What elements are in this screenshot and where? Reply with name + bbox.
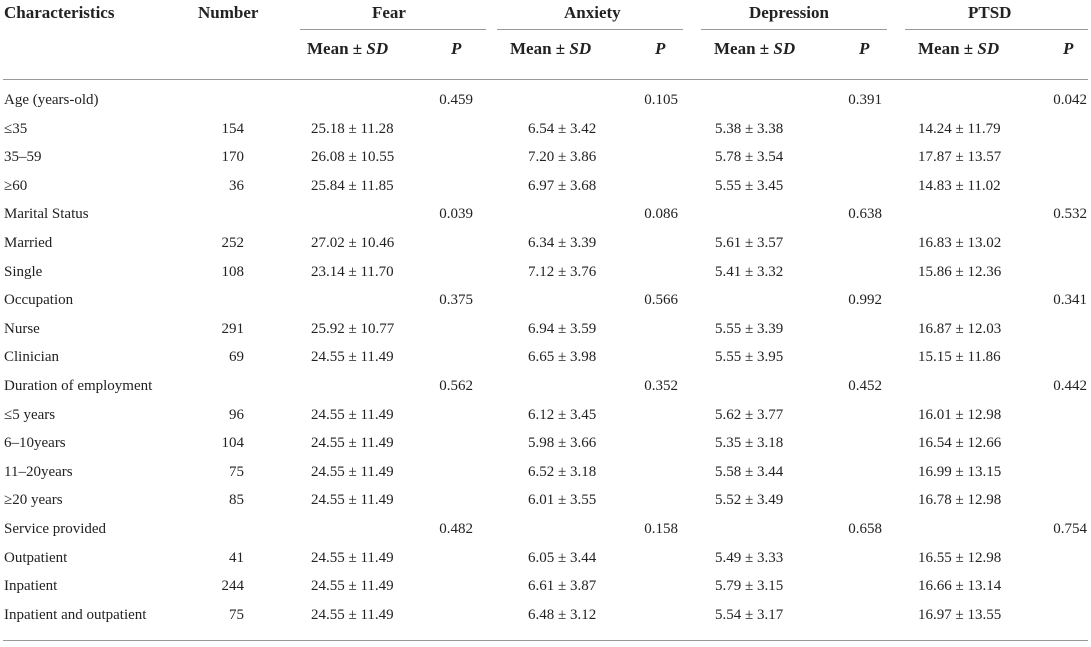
cell-label: Service provided — [4, 521, 107, 537]
cell-label: Age (years-old) — [4, 92, 99, 108]
cell-label: Marital Status — [4, 206, 89, 223]
cell-anx: 6.34 ± 3.39 — [528, 235, 597, 251]
cell-fear: 25.92 ± 10.77 — [311, 320, 395, 337]
cell-fear: 24.55 ± 11.49 — [311, 349, 394, 366]
header-number: Number — [198, 3, 259, 22]
cell-label: 11–20years — [4, 463, 73, 480]
cell-fear: 24.55 ± 11.49 — [311, 463, 394, 480]
cell-anx: 5.98 ± 3.66 — [528, 435, 597, 452]
cell-dep: 5.78 ± 3.54 — [715, 149, 784, 166]
cell-label: Inpatient — [4, 578, 58, 595]
cell-dep: 5.55 ± 3.45 — [715, 177, 784, 194]
mean-label: Mean ± — [714, 39, 774, 58]
mean-label: Mean ± — [510, 39, 570, 58]
cell-fear: 25.18 ± 11.28 — [311, 120, 394, 137]
cell-label: 35–59 — [4, 149, 42, 166]
cell-dep: 5.62 ± 3.77 — [715, 406, 784, 423]
cell-ptsd: 16.55 ± 12.98 — [918, 549, 1002, 566]
depression-p-header: P — [859, 39, 870, 58]
cell-fear: 25.84 ± 11.85 — [311, 177, 394, 194]
cell-label: ≤35 — [4, 120, 28, 137]
cell-number: 85 — [229, 492, 244, 509]
table-row — [0, 117, 1091, 145]
cell-number: 69 — [229, 349, 244, 366]
table-row — [0, 431, 1091, 459]
table-row — [0, 174, 1091, 202]
cell-ptsd-p: 0.442 — [1053, 378, 1087, 394]
cell-ptsd-p: 0.532 — [1053, 206, 1087, 223]
cell-dep: 5.54 ± 3.17 — [715, 606, 784, 623]
cell-fear-p: 0.459 — [439, 92, 473, 108]
table-row — [0, 517, 1091, 545]
table-row — [0, 574, 1091, 602]
cell-label: ≥60 — [4, 177, 28, 194]
cell-fear-p: 0.562 — [439, 378, 473, 394]
table-row — [0, 460, 1091, 488]
cell-label: Nurse — [4, 320, 40, 337]
table-row — [0, 488, 1091, 516]
cell-dep-p: 0.391 — [848, 92, 882, 108]
table-row — [0, 317, 1091, 345]
cell-ptsd-p: 0.341 — [1053, 292, 1087, 309]
table-row — [0, 546, 1091, 574]
cell-label: Outpatient — [4, 549, 68, 566]
sd-label: SD — [977, 39, 1000, 58]
mean-label: Mean ± — [918, 39, 978, 58]
cell-ptsd: 16.54 ± 12.66 — [918, 435, 1002, 452]
table-row — [0, 288, 1091, 316]
cell-label: Married — [4, 235, 53, 251]
depression-group-rule — [701, 29, 887, 30]
cell-anx-p: 0.086 — [644, 206, 678, 223]
sd-label: SD — [569, 39, 592, 58]
anxiety-group-rule — [497, 29, 683, 30]
header-anxiety: Anxiety — [564, 3, 621, 22]
cell-anx: 6.94 ± 3.59 — [528, 320, 597, 337]
cell-label: 6–10years — [4, 435, 66, 452]
cell-ptsd: 15.15 ± 11.86 — [918, 349, 1001, 366]
cell-fear-p: 0.039 — [439, 206, 473, 223]
cell-label: Clinician — [4, 349, 59, 366]
table-row — [0, 603, 1091, 631]
cell-number: 291 — [221, 320, 244, 337]
depression-mean-header — [714, 39, 795, 59]
cell-fear: 24.55 ± 11.49 — [311, 606, 394, 623]
cell-dep-p: 0.658 — [848, 521, 882, 537]
cell-label: ≥20 years — [4, 492, 63, 509]
table-row — [0, 403, 1091, 431]
header-ptsd: PTSD — [968, 3, 1012, 22]
cell-ptsd: 16.78 ± 12.98 — [918, 492, 1002, 509]
cell-ptsd: 15.86 ± 12.36 — [918, 263, 1002, 280]
cell-ptsd: 17.87 ± 13.57 — [918, 149, 1002, 166]
header-row-subcolumns — [0, 36, 1091, 64]
cell-fear: 27.02 ± 10.46 — [311, 235, 395, 251]
cell-anx: 6.97 ± 3.68 — [528, 177, 597, 194]
ptsd-mean-header — [918, 39, 999, 59]
cell-label: Occupation — [4, 292, 74, 309]
cell-fear: 24.55 ± 11.49 — [311, 578, 394, 595]
cell-anx: 7.20 ± 3.86 — [528, 149, 597, 166]
cell-label: Single — [4, 263, 43, 280]
cell-number: 244 — [221, 578, 244, 595]
cell-number: 96 — [229, 406, 244, 423]
anxiety-mean-header — [510, 39, 591, 59]
cell-dep: 5.55 ± 3.39 — [715, 320, 784, 337]
cell-dep: 5.79 ± 3.15 — [715, 578, 784, 595]
table-row — [0, 202, 1091, 230]
cell-fear: 23.14 ± 11.70 — [311, 263, 394, 280]
cell-ptsd: 16.01 ± 12.98 — [918, 406, 1002, 423]
cell-anx: 6.48 ± 3.12 — [528, 606, 597, 623]
cell-fear: 24.55 ± 11.49 — [311, 492, 394, 509]
cell-anx-p: 0.105 — [644, 92, 678, 108]
fear-mean-header — [307, 39, 388, 59]
cell-number: 170 — [221, 149, 244, 166]
cell-label: ≤5 years — [4, 406, 56, 423]
cell-number: 75 — [229, 606, 244, 623]
cell-dep: 5.58 ± 3.44 — [715, 463, 784, 480]
cell-anx-p: 0.158 — [644, 521, 678, 537]
cell-anx: 7.12 ± 3.76 — [528, 263, 597, 280]
cell-fear: 26.08 ± 10.55 — [311, 149, 395, 166]
cell-number: 104 — [221, 435, 244, 452]
header-characteristics: Characteristics — [4, 3, 115, 22]
header-divider — [3, 79, 1088, 80]
cell-ptsd: 14.24 ± 11.79 — [918, 120, 1001, 137]
cell-ptsd: 14.83 ± 11.02 — [918, 177, 1001, 194]
cell-label: Inpatient and outpatient — [4, 606, 147, 623]
cell-dep-p: 0.452 — [848, 378, 882, 394]
table-row — [0, 231, 1091, 259]
cell-dep: 5.55 ± 3.95 — [715, 349, 784, 366]
cell-label: Duration of employment — [4, 378, 153, 394]
cell-ptsd: 16.99 ± 13.15 — [918, 463, 1002, 480]
cell-anx: 6.61 ± 3.87 — [528, 578, 597, 595]
cell-dep: 5.61 ± 3.57 — [715, 235, 784, 251]
cell-number: 154 — [221, 120, 244, 137]
table-row — [0, 260, 1091, 288]
cell-ptsd: 16.83 ± 13.02 — [918, 235, 1002, 251]
cell-anx: 6.05 ± 3.44 — [528, 549, 597, 566]
cell-dep-p: 0.992 — [848, 292, 882, 309]
ptsd-group-rule — [905, 29, 1088, 30]
sd-label: SD — [366, 39, 389, 58]
anxiety-p-header: P — [655, 39, 666, 58]
cell-anx: 6.12 ± 3.45 — [528, 406, 597, 423]
cell-dep: 5.35 ± 3.18 — [715, 435, 784, 452]
fear-group-rule — [300, 29, 486, 30]
cell-fear-p: 0.375 — [439, 292, 473, 309]
cell-ptsd: 16.66 ± 13.14 — [918, 578, 1002, 595]
cell-fear: 24.55 ± 11.49 — [311, 549, 394, 566]
cell-anx-p: 0.566 — [644, 292, 678, 309]
cell-number: 36 — [229, 177, 244, 194]
fear-p-header: P — [451, 39, 462, 58]
cell-ptsd-p: 0.042 — [1053, 92, 1087, 108]
cell-dep: 5.41 ± 3.32 — [715, 263, 784, 280]
cell-dep-p: 0.638 — [848, 206, 882, 223]
cell-anx: 6.65 ± 3.98 — [528, 349, 597, 366]
mean-label: Mean ± — [307, 39, 367, 58]
cell-dep: 5.49 ± 3.33 — [715, 549, 784, 566]
header-row-groups — [0, 0, 1091, 28]
cell-anx: 6.01 ± 3.55 — [528, 492, 597, 509]
header-fear: Fear — [372, 3, 406, 22]
cell-anx: 6.52 ± 3.18 — [528, 463, 597, 480]
cell-dep: 5.52 ± 3.49 — [715, 492, 784, 509]
cell-fear: 24.55 ± 11.49 — [311, 406, 394, 423]
cell-ptsd-p: 0.754 — [1053, 521, 1087, 537]
cell-number: 41 — [229, 549, 244, 566]
cell-ptsd: 16.97 ± 13.55 — [918, 606, 1002, 623]
table-bottom-rule — [3, 640, 1088, 641]
header-depression: Depression — [749, 3, 829, 22]
cell-number: 108 — [221, 263, 244, 280]
cell-number: 75 — [229, 463, 244, 480]
cell-anx-p: 0.352 — [644, 378, 678, 394]
cell-number: 252 — [221, 235, 244, 251]
ptsd-p-header: P — [1063, 39, 1074, 58]
table-row — [0, 374, 1091, 402]
cell-ptsd: 16.87 ± 12.03 — [918, 320, 1002, 337]
table-row — [0, 345, 1091, 373]
cell-anx: 6.54 ± 3.42 — [528, 120, 597, 137]
cell-dep: 5.38 ± 3.38 — [715, 120, 784, 137]
cell-fear: 24.55 ± 11.49 — [311, 435, 394, 452]
sd-label: SD — [773, 39, 796, 58]
table-row — [0, 88, 1091, 116]
cell-fear-p: 0.482 — [439, 521, 473, 537]
table-row — [0, 145, 1091, 173]
